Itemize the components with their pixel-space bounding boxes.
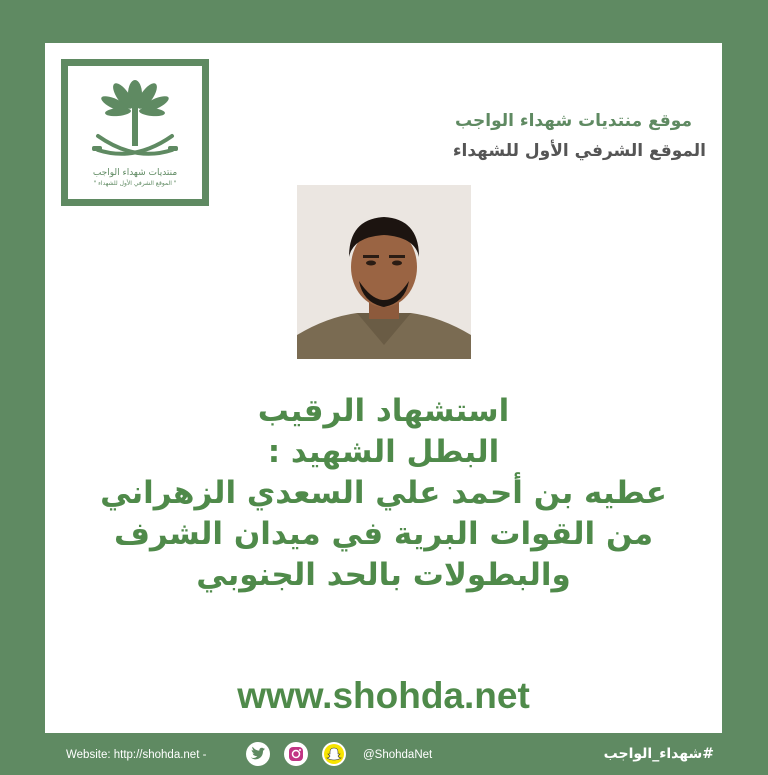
social-handle[interactable]: @ShohdaNet — [363, 749, 433, 761]
footer-bar — [0, 740, 768, 775]
logo-inner — [68, 66, 202, 199]
site-subtitle: الموقع الشرفي الأول للشهداء — [452, 141, 706, 161]
martyr-photo — [297, 185, 471, 359]
announcement-line: والبطولات بالحد الجنوبي — [196, 557, 571, 593]
snapchat-icon[interactable] — [322, 742, 346, 766]
instagram-icon[interactable] — [284, 742, 308, 766]
site-url[interactable]: www.shohda.net — [237, 675, 530, 716]
announcement-line: استشهاد الرقيب — [257, 393, 510, 429]
announcement-line: من القوات البرية في ميدان الشرف — [113, 516, 654, 552]
announcement-line: البطل الشهيد : — [267, 434, 500, 470]
logo-name: منتديات شهداء الواجب — [92, 168, 178, 178]
hashtag[interactable]: #شهداء_الواجب — [603, 746, 714, 762]
website-link[interactable]: Website: http://shohda.net - — [66, 749, 207, 761]
announcement-text — [65, 391, 702, 596]
logo-slogan: " الموقع الشرفي الأول للشهداء " — [93, 180, 177, 187]
poster-card — [45, 43, 722, 733]
twitter-icon[interactable] — [246, 742, 270, 766]
site-title: موقع منتديات شهداء الواجب — [455, 111, 692, 131]
portrait-image — [297, 185, 471, 359]
announcement-line: عطيه بن أحمد علي السعدي الزهراني — [100, 475, 667, 511]
site-logo — [61, 59, 209, 206]
